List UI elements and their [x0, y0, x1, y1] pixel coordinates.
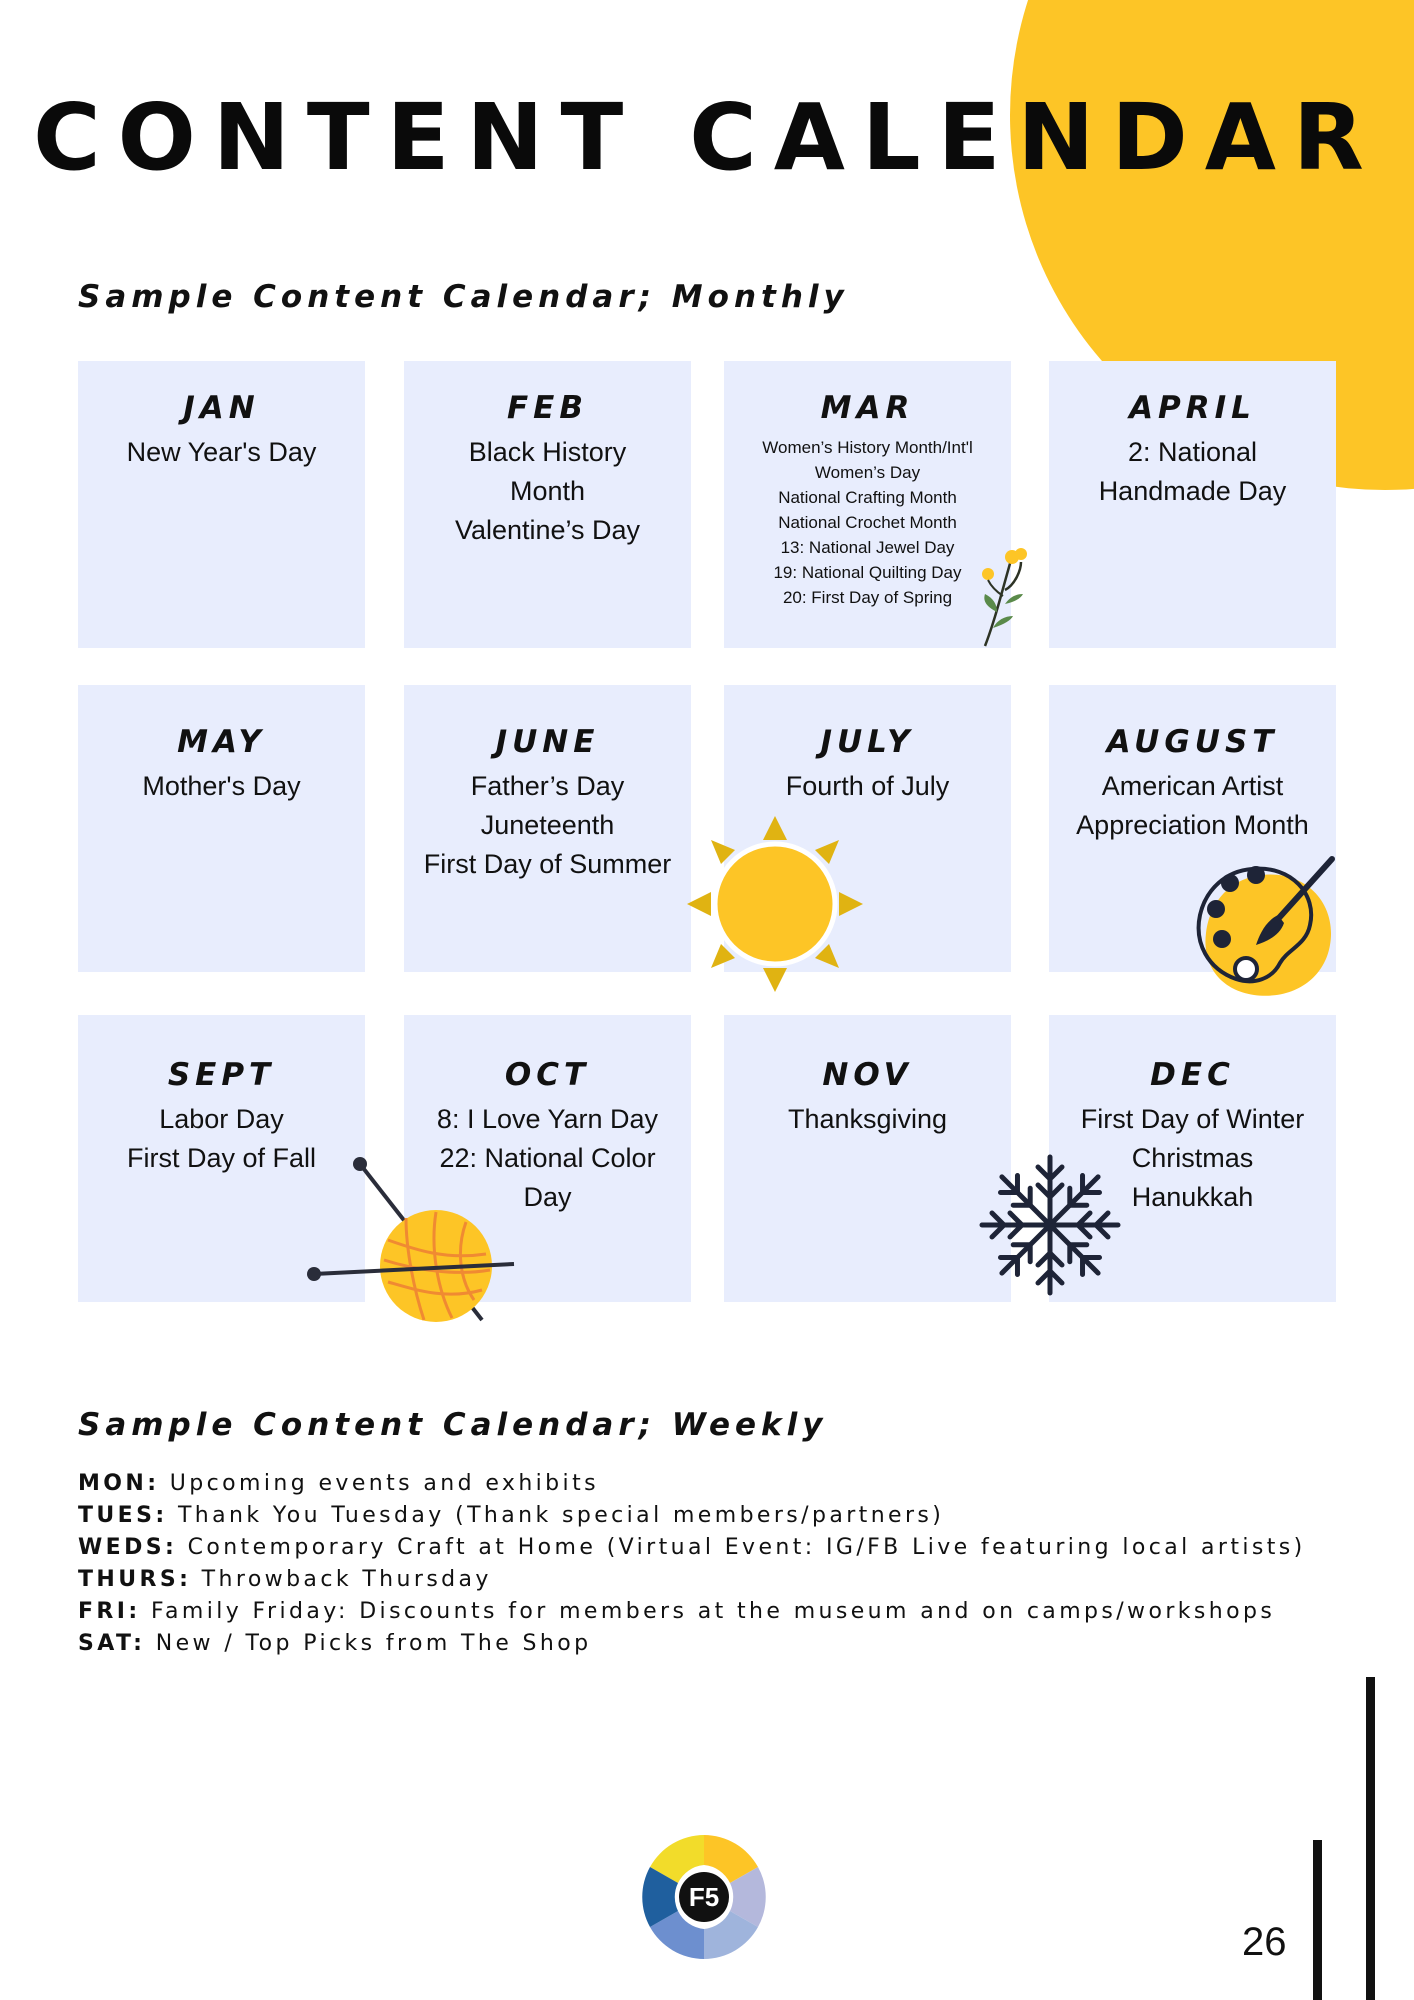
weekly-item — [78, 1532, 1378, 1564]
month-name: JUNE — [495, 724, 600, 760]
day-label: TUES: — [78, 1503, 168, 1528]
event-item: American Artist — [1101, 771, 1284, 802]
event-item: 2: National — [1127, 437, 1258, 468]
day-description: Upcoming events and exhibits — [159, 1471, 599, 1496]
event-item: First Day of Summer — [423, 849, 672, 880]
month-card-april — [1049, 361, 1336, 648]
month-card-mar — [724, 361, 1011, 648]
month-name: OCT — [504, 1057, 591, 1093]
month-events — [78, 433, 365, 472]
snowflake-icon — [978, 1153, 1122, 1297]
month-events — [404, 767, 691, 884]
month-events — [1049, 433, 1336, 511]
flower-icon — [975, 540, 1035, 650]
month-name: MAR — [820, 390, 915, 426]
month-name: AUGUST — [1106, 724, 1279, 760]
day-label: WEDS: — [78, 1535, 178, 1560]
weekly-item — [78, 1468, 1378, 1500]
event-item: 20: First Day of Spring — [782, 588, 953, 608]
event-item: Valentine’s Day — [454, 515, 641, 546]
event-item: New Year's Day — [126, 437, 317, 468]
event-item: First Day of Fall — [126, 1143, 317, 1174]
weekly-item — [78, 1596, 1378, 1628]
event-item: 22: National Color — [439, 1143, 656, 1174]
month-name: JAN — [183, 390, 260, 426]
day-description: Family Friday: Discounts for members at the museum and on camps/workshops — [140, 1599, 1276, 1624]
event-item: Fourth of July — [785, 771, 950, 802]
event-item: Christmas — [1131, 1143, 1254, 1174]
event-item: Black History — [468, 437, 627, 468]
event-item: 19: National Quilting Day — [773, 563, 962, 583]
event-item: National Crafting Month — [778, 488, 957, 508]
month-events — [78, 767, 365, 806]
weekly-item — [78, 1628, 1378, 1660]
day-label: THURS: — [78, 1567, 192, 1592]
month-name: JULY — [820, 724, 915, 760]
month-events — [404, 433, 691, 550]
day-label: MON: — [78, 1471, 160, 1496]
month-events — [724, 1100, 1011, 1139]
month-card-may — [78, 685, 365, 972]
event-item: Labor Day — [159, 1104, 284, 1135]
event-item: Hanukkah — [1131, 1182, 1254, 1213]
month-name: NOV — [822, 1057, 913, 1093]
page-number: 26 — [1242, 1920, 1287, 1964]
month-name: DEC — [1150, 1057, 1235, 1093]
monthly-heading: Sample Content Calendar; Monthly — [78, 279, 849, 315]
weekly-item — [78, 1500, 1378, 1532]
logo-text: F5 — [688, 1882, 720, 1912]
month-name: SEPT — [167, 1057, 276, 1093]
event-item: 8: I Love Yarn Day — [436, 1104, 659, 1135]
month-card-jan — [78, 361, 365, 648]
day-label: SAT: — [78, 1631, 146, 1656]
month-card-june — [404, 685, 691, 972]
sun-icon — [683, 812, 867, 996]
day-description: Thank You Tuesday (Thank special members/partners) — [167, 1503, 945, 1528]
event-item: First Day of Winter — [1080, 1104, 1305, 1135]
month-name: MAY — [177, 724, 266, 760]
month-name: FEB — [507, 390, 588, 426]
day-description: New / Top Picks from The Shop — [145, 1631, 592, 1656]
month-events — [1049, 767, 1336, 845]
weekly-item — [78, 1564, 1378, 1596]
event-item: Juneteenth — [480, 810, 615, 841]
paint-palette-icon — [1192, 855, 1340, 1003]
weekly-schedule — [78, 1468, 1378, 1660]
f5-logo — [640, 1833, 768, 1961]
event-item: Father’s Day — [470, 771, 625, 802]
month-events — [724, 767, 1011, 806]
divider-line — [1366, 1677, 1375, 2000]
day-description: Contemporary Craft at Home (Virtual Event: IG/FB Live featuring local artists) — [177, 1535, 1306, 1560]
event-item: 13: National Jewel Day — [780, 538, 955, 558]
event-item: Thanksgiving — [787, 1104, 948, 1135]
day-label: FRI: — [78, 1599, 141, 1624]
event-item: National Crochet Month — [778, 513, 957, 533]
month-card-feb — [404, 361, 691, 648]
yarn-ball-icon — [296, 1150, 522, 1330]
month-card-nov — [724, 1015, 1011, 1302]
event-item: Women’s History Month/Int'l — [762, 438, 973, 458]
weekly-heading: Sample Content Calendar; Weekly — [78, 1407, 828, 1443]
month-events — [724, 435, 1011, 610]
event-item: Women’s Day — [814, 463, 921, 483]
event-item: Appreciation Month — [1076, 810, 1309, 841]
event-item: Day — [523, 1182, 572, 1213]
event-item: Handmade Day — [1098, 476, 1287, 507]
day-description: Throwback Thursday — [191, 1567, 492, 1592]
divider-line — [1313, 1840, 1322, 2000]
page-title: CONTENT CALENDAR — [33, 84, 1381, 191]
event-item: Month — [509, 476, 586, 507]
month-name: APRIL — [1129, 390, 1256, 426]
event-item: Mother's Day — [142, 771, 301, 802]
